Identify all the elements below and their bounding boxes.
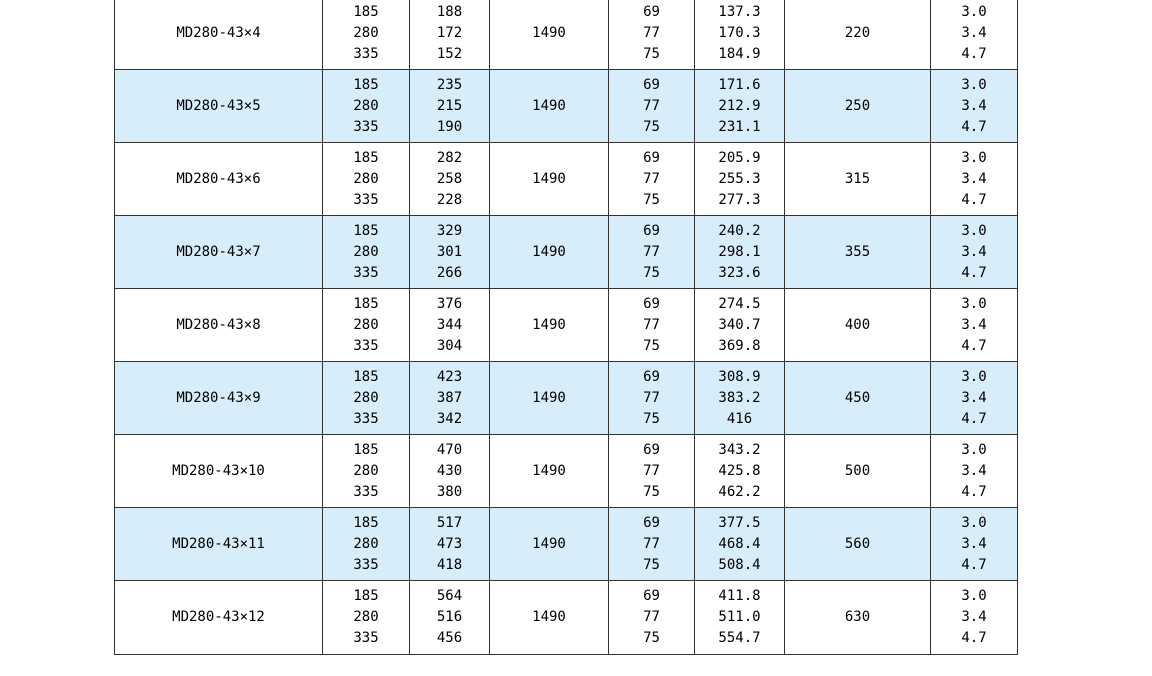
flow-cell-value: 185 [353, 149, 379, 166]
head-cell-value: 564 [436, 588, 463, 604]
shaft-power-cell [695, 435, 785, 508]
npsh-cell-value: 3.4 [961, 535, 987, 552]
shaft-power-cell-value: 184.9 [718, 45, 761, 62]
model-cell: MD280-43×5 [115, 70, 323, 143]
npsh-cell [931, 70, 1018, 143]
flow-cell-value: 280 [353, 243, 379, 260]
efficiency-cell-value: 75 [643, 45, 660, 62]
head-cell-value: 172 [436, 24, 463, 41]
efficiency-cell-value: 77 [643, 389, 660, 406]
efficiency-cell-value: 75 [643, 630, 660, 646]
shaft-power-cell-value: 255.3 [718, 170, 761, 187]
efficiency-cell-value: 69 [643, 368, 660, 385]
efficiency-cell-value: 77 [643, 316, 660, 333]
head-cell [410, 0, 490, 70]
head-cell-value: 430 [436, 462, 463, 479]
shaft-power-cell-value: 277.3 [718, 191, 761, 208]
head-cell-value: 329 [436, 222, 463, 239]
flow-cell-value: 335 [353, 337, 379, 354]
flow-cell-value: 280 [353, 316, 379, 333]
efficiency-cell-value: 69 [643, 514, 660, 531]
npsh-cell [931, 435, 1018, 508]
shaft-power-cell-value: 416 [726, 410, 753, 427]
npsh-cell-value: 4.7 [961, 630, 987, 646]
shaft-power-cell [695, 362, 785, 435]
motor-power-cell: 315 [785, 143, 931, 216]
head-cell-value: 152 [436, 45, 463, 62]
shaft-power-cell-value: 171.6 [718, 76, 761, 93]
head-cell-value: 342 [436, 410, 463, 427]
shaft-power-cell-value: 411.8 [718, 588, 761, 604]
shaft-power-cell-value: 383.2 [718, 389, 761, 406]
speed-cell: 1490 [490, 70, 609, 143]
efficiency-cell-value: 69 [643, 295, 660, 312]
model-cell: MD280-43×4 [115, 0, 323, 70]
npsh-cell-value: 3.0 [961, 149, 987, 166]
head-cell-value: 516 [436, 609, 463, 625]
head-cell-value: 190 [436, 118, 463, 135]
pump-spec-table [114, 0, 1018, 655]
head-cell-value: 301 [436, 243, 463, 260]
motor-power-cell: 450 [785, 362, 931, 435]
head-cell [410, 435, 490, 508]
head-cell-value: 387 [436, 389, 463, 406]
head-cell-value: 258 [436, 170, 463, 187]
head-cell-value: 473 [436, 535, 463, 552]
head-cell [410, 508, 490, 581]
efficiency-cell-value: 75 [643, 264, 660, 281]
head-cell-value: 215 [436, 97, 463, 114]
npsh-cell-value: 3.0 [961, 76, 987, 93]
npsh-cell-value: 3.0 [961, 295, 987, 312]
speed-cell: 1490 [490, 362, 609, 435]
shaft-power-cell [695, 581, 785, 655]
flow-cell-value: 185 [353, 295, 379, 312]
npsh-cell-value: 3.4 [961, 316, 987, 333]
table-row [115, 143, 1018, 216]
flow-cell-value: 185 [353, 514, 379, 531]
npsh-cell-value: 4.7 [961, 410, 987, 427]
efficiency-cell-value: 77 [643, 243, 660, 260]
table-row [115, 435, 1018, 508]
head-cell-value: 376 [436, 295, 463, 312]
shaft-power-cell-value: 508.4 [718, 556, 761, 573]
shaft-power-cell-value: 240.2 [718, 222, 761, 239]
head-cell-value: 282 [436, 149, 463, 166]
shaft-power-cell-value: 205.9 [718, 149, 761, 166]
flow-cell-value: 335 [353, 191, 379, 208]
efficiency-cell-value: 75 [643, 410, 660, 427]
motor-power-cell: 500 [785, 435, 931, 508]
head-cell-value: 344 [436, 316, 463, 333]
npsh-cell [931, 0, 1018, 70]
head-cell [410, 362, 490, 435]
flow-cell-value: 185 [353, 588, 379, 604]
flow-cell [323, 435, 410, 508]
head-cell-value: 266 [436, 264, 463, 281]
npsh-cell-value: 4.7 [961, 556, 987, 573]
flow-cell-value: 185 [353, 3, 379, 20]
flow-cell-value: 280 [353, 535, 379, 552]
flow-cell [323, 143, 410, 216]
efficiency-cell-value: 75 [643, 191, 660, 208]
speed-cell: 1490 [490, 143, 609, 216]
flow-cell-value: 335 [353, 118, 379, 135]
head-cell-value: 380 [436, 483, 463, 500]
npsh-cell-value: 3.0 [961, 222, 987, 239]
shaft-power-cell-value: 343.2 [718, 441, 761, 458]
npsh-cell-value: 4.7 [961, 45, 987, 62]
flow-cell-value: 185 [353, 222, 379, 239]
efficiency-cell [609, 216, 695, 289]
shaft-power-cell-value: 468.4 [718, 535, 761, 552]
table-row [115, 508, 1018, 581]
npsh-cell-value: 3.4 [961, 389, 987, 406]
flow-cell-value: 335 [353, 630, 379, 646]
npsh-cell-value: 3.4 [961, 609, 987, 625]
efficiency-cell [609, 508, 695, 581]
npsh-cell-value: 3.0 [961, 3, 987, 20]
shaft-power-cell [695, 0, 785, 70]
speed-cell: 1490 [490, 216, 609, 289]
shaft-power-cell-value: 170.3 [718, 24, 761, 41]
flow-cell-value: 335 [353, 264, 379, 281]
motor-power-cell: 400 [785, 289, 931, 362]
shaft-power-cell-value: 308.9 [718, 368, 761, 385]
npsh-cell-value: 3.4 [961, 170, 987, 187]
shaft-power-cell-value: 340.7 [718, 316, 761, 333]
efficiency-cell-value: 75 [643, 337, 660, 354]
speed-cell: 1490 [490, 289, 609, 362]
flow-cell [323, 289, 410, 362]
efficiency-cell [609, 289, 695, 362]
efficiency-cell [609, 362, 695, 435]
model-cell: MD280-43×6 [115, 143, 323, 216]
shaft-power-cell-value: 212.9 [718, 97, 761, 114]
npsh-cell [931, 216, 1018, 289]
efficiency-cell-value: 75 [643, 483, 660, 500]
model-cell: MD280-43×12 [115, 581, 323, 655]
shaft-power-cell [695, 143, 785, 216]
speed-cell: 1490 [490, 581, 609, 655]
head-cell-value: 517 [436, 514, 463, 531]
shaft-power-cell-value: 554.7 [718, 630, 761, 646]
npsh-cell-value: 4.7 [961, 118, 987, 135]
flow-cell [323, 70, 410, 143]
head-cell [410, 581, 490, 655]
model-cell: MD280-43×7 [115, 216, 323, 289]
head-cell [410, 216, 490, 289]
speed-cell: 1490 [490, 508, 609, 581]
flow-cell [323, 216, 410, 289]
head-cell [410, 70, 490, 143]
flow-cell-value: 335 [353, 483, 379, 500]
head-cell-value: 228 [436, 191, 463, 208]
efficiency-cell-value: 77 [643, 462, 660, 479]
efficiency-cell-value: 69 [643, 3, 660, 20]
npsh-cell-value: 4.7 [961, 483, 987, 500]
efficiency-cell [609, 143, 695, 216]
efficiency-cell-value: 69 [643, 222, 660, 239]
shaft-power-cell [695, 289, 785, 362]
efficiency-cell [609, 581, 695, 655]
head-cell-value: 418 [436, 556, 463, 573]
flow-cell-value: 280 [353, 24, 379, 41]
flow-cell [323, 581, 410, 655]
head-cell-value: 188 [436, 3, 463, 20]
npsh-cell-value: 3.0 [961, 588, 987, 604]
flow-cell-value: 335 [353, 410, 379, 427]
efficiency-cell-value: 69 [643, 149, 660, 166]
model-cell: MD280-43×8 [115, 289, 323, 362]
shaft-power-cell-value: 137.3 [718, 3, 761, 20]
npsh-cell-value: 3.0 [961, 514, 987, 531]
shaft-power-cell-value: 274.5 [718, 295, 761, 312]
motor-power-cell: 220 [785, 0, 931, 70]
efficiency-cell-value: 77 [643, 24, 660, 41]
head-cell-value: 470 [436, 441, 463, 458]
speed-cell: 1490 [490, 0, 609, 70]
npsh-cell [931, 508, 1018, 581]
motor-power-cell: 630 [785, 581, 931, 655]
efficiency-cell-value: 77 [643, 535, 660, 552]
table-row [115, 362, 1018, 435]
efficiency-cell-value: 75 [643, 118, 660, 135]
motor-power-cell: 560 [785, 508, 931, 581]
efficiency-cell-value: 75 [643, 556, 660, 573]
table-row [115, 0, 1018, 70]
efficiency-cell-value: 69 [643, 76, 660, 93]
npsh-cell-value: 3.4 [961, 97, 987, 114]
efficiency-cell [609, 435, 695, 508]
head-cell-value: 304 [436, 337, 463, 354]
shaft-power-cell [695, 70, 785, 143]
npsh-cell-value: 3.0 [961, 368, 987, 385]
efficiency-cell [609, 0, 695, 70]
efficiency-cell [609, 70, 695, 143]
model-cell: MD280-43×9 [115, 362, 323, 435]
flow-cell-value: 335 [353, 45, 379, 62]
flow-cell-value: 280 [353, 389, 379, 406]
npsh-cell-value: 3.4 [961, 24, 987, 41]
shaft-power-cell-value: 369.8 [718, 337, 761, 354]
shaft-power-cell-value: 425.8 [718, 462, 761, 479]
efficiency-cell-value: 77 [643, 170, 660, 187]
table-row [115, 216, 1018, 289]
table-body [115, 0, 1018, 655]
table-row [115, 289, 1018, 362]
npsh-cell-value: 3.4 [961, 243, 987, 260]
head-cell-value: 456 [436, 630, 463, 646]
npsh-cell-value: 3.4 [961, 462, 987, 479]
speed-cell: 1490 [490, 435, 609, 508]
motor-power-cell: 355 [785, 216, 931, 289]
model-cell: MD280-43×10 [115, 435, 323, 508]
model-cell: MD280-43×11 [115, 508, 323, 581]
flow-cell-value: 280 [353, 170, 379, 187]
head-cell [410, 289, 490, 362]
npsh-cell-value: 4.7 [961, 264, 987, 281]
efficiency-cell-value: 77 [643, 609, 660, 625]
flow-cell [323, 362, 410, 435]
efficiency-cell-value: 69 [643, 588, 660, 604]
shaft-power-cell [695, 508, 785, 581]
flow-cell-value: 185 [353, 441, 379, 458]
shaft-power-cell-value: 462.2 [718, 483, 761, 500]
head-cell-value: 423 [436, 368, 463, 385]
efficiency-cell-value: 77 [643, 97, 660, 114]
npsh-cell-value: 3.0 [961, 441, 987, 458]
shaft-power-cell [695, 216, 785, 289]
npsh-cell [931, 581, 1018, 655]
shaft-power-cell-value: 511.0 [718, 609, 761, 625]
npsh-cell-value: 4.7 [961, 337, 987, 354]
flow-cell [323, 0, 410, 70]
shaft-power-cell-value: 231.1 [718, 118, 761, 135]
shaft-power-cell-value: 298.1 [718, 243, 761, 260]
efficiency-cell-value: 69 [643, 441, 660, 458]
npsh-cell [931, 143, 1018, 216]
table-row [115, 581, 1018, 655]
motor-power-cell: 250 [785, 70, 931, 143]
head-cell [410, 143, 490, 216]
shaft-power-cell-value: 377.5 [718, 514, 761, 531]
flow-cell-value: 280 [353, 462, 379, 479]
table-row [115, 70, 1018, 143]
npsh-cell [931, 289, 1018, 362]
flow-cell-value: 280 [353, 609, 379, 625]
shaft-power-cell-value: 323.6 [718, 264, 761, 281]
flow-cell-value: 335 [353, 556, 379, 573]
head-cell-value: 235 [436, 76, 463, 93]
npsh-cell [931, 362, 1018, 435]
flow-cell-value: 280 [353, 97, 379, 114]
flow-cell [323, 508, 410, 581]
npsh-cell-value: 4.7 [961, 191, 987, 208]
flow-cell-value: 185 [353, 76, 379, 93]
flow-cell-value: 185 [353, 368, 379, 385]
